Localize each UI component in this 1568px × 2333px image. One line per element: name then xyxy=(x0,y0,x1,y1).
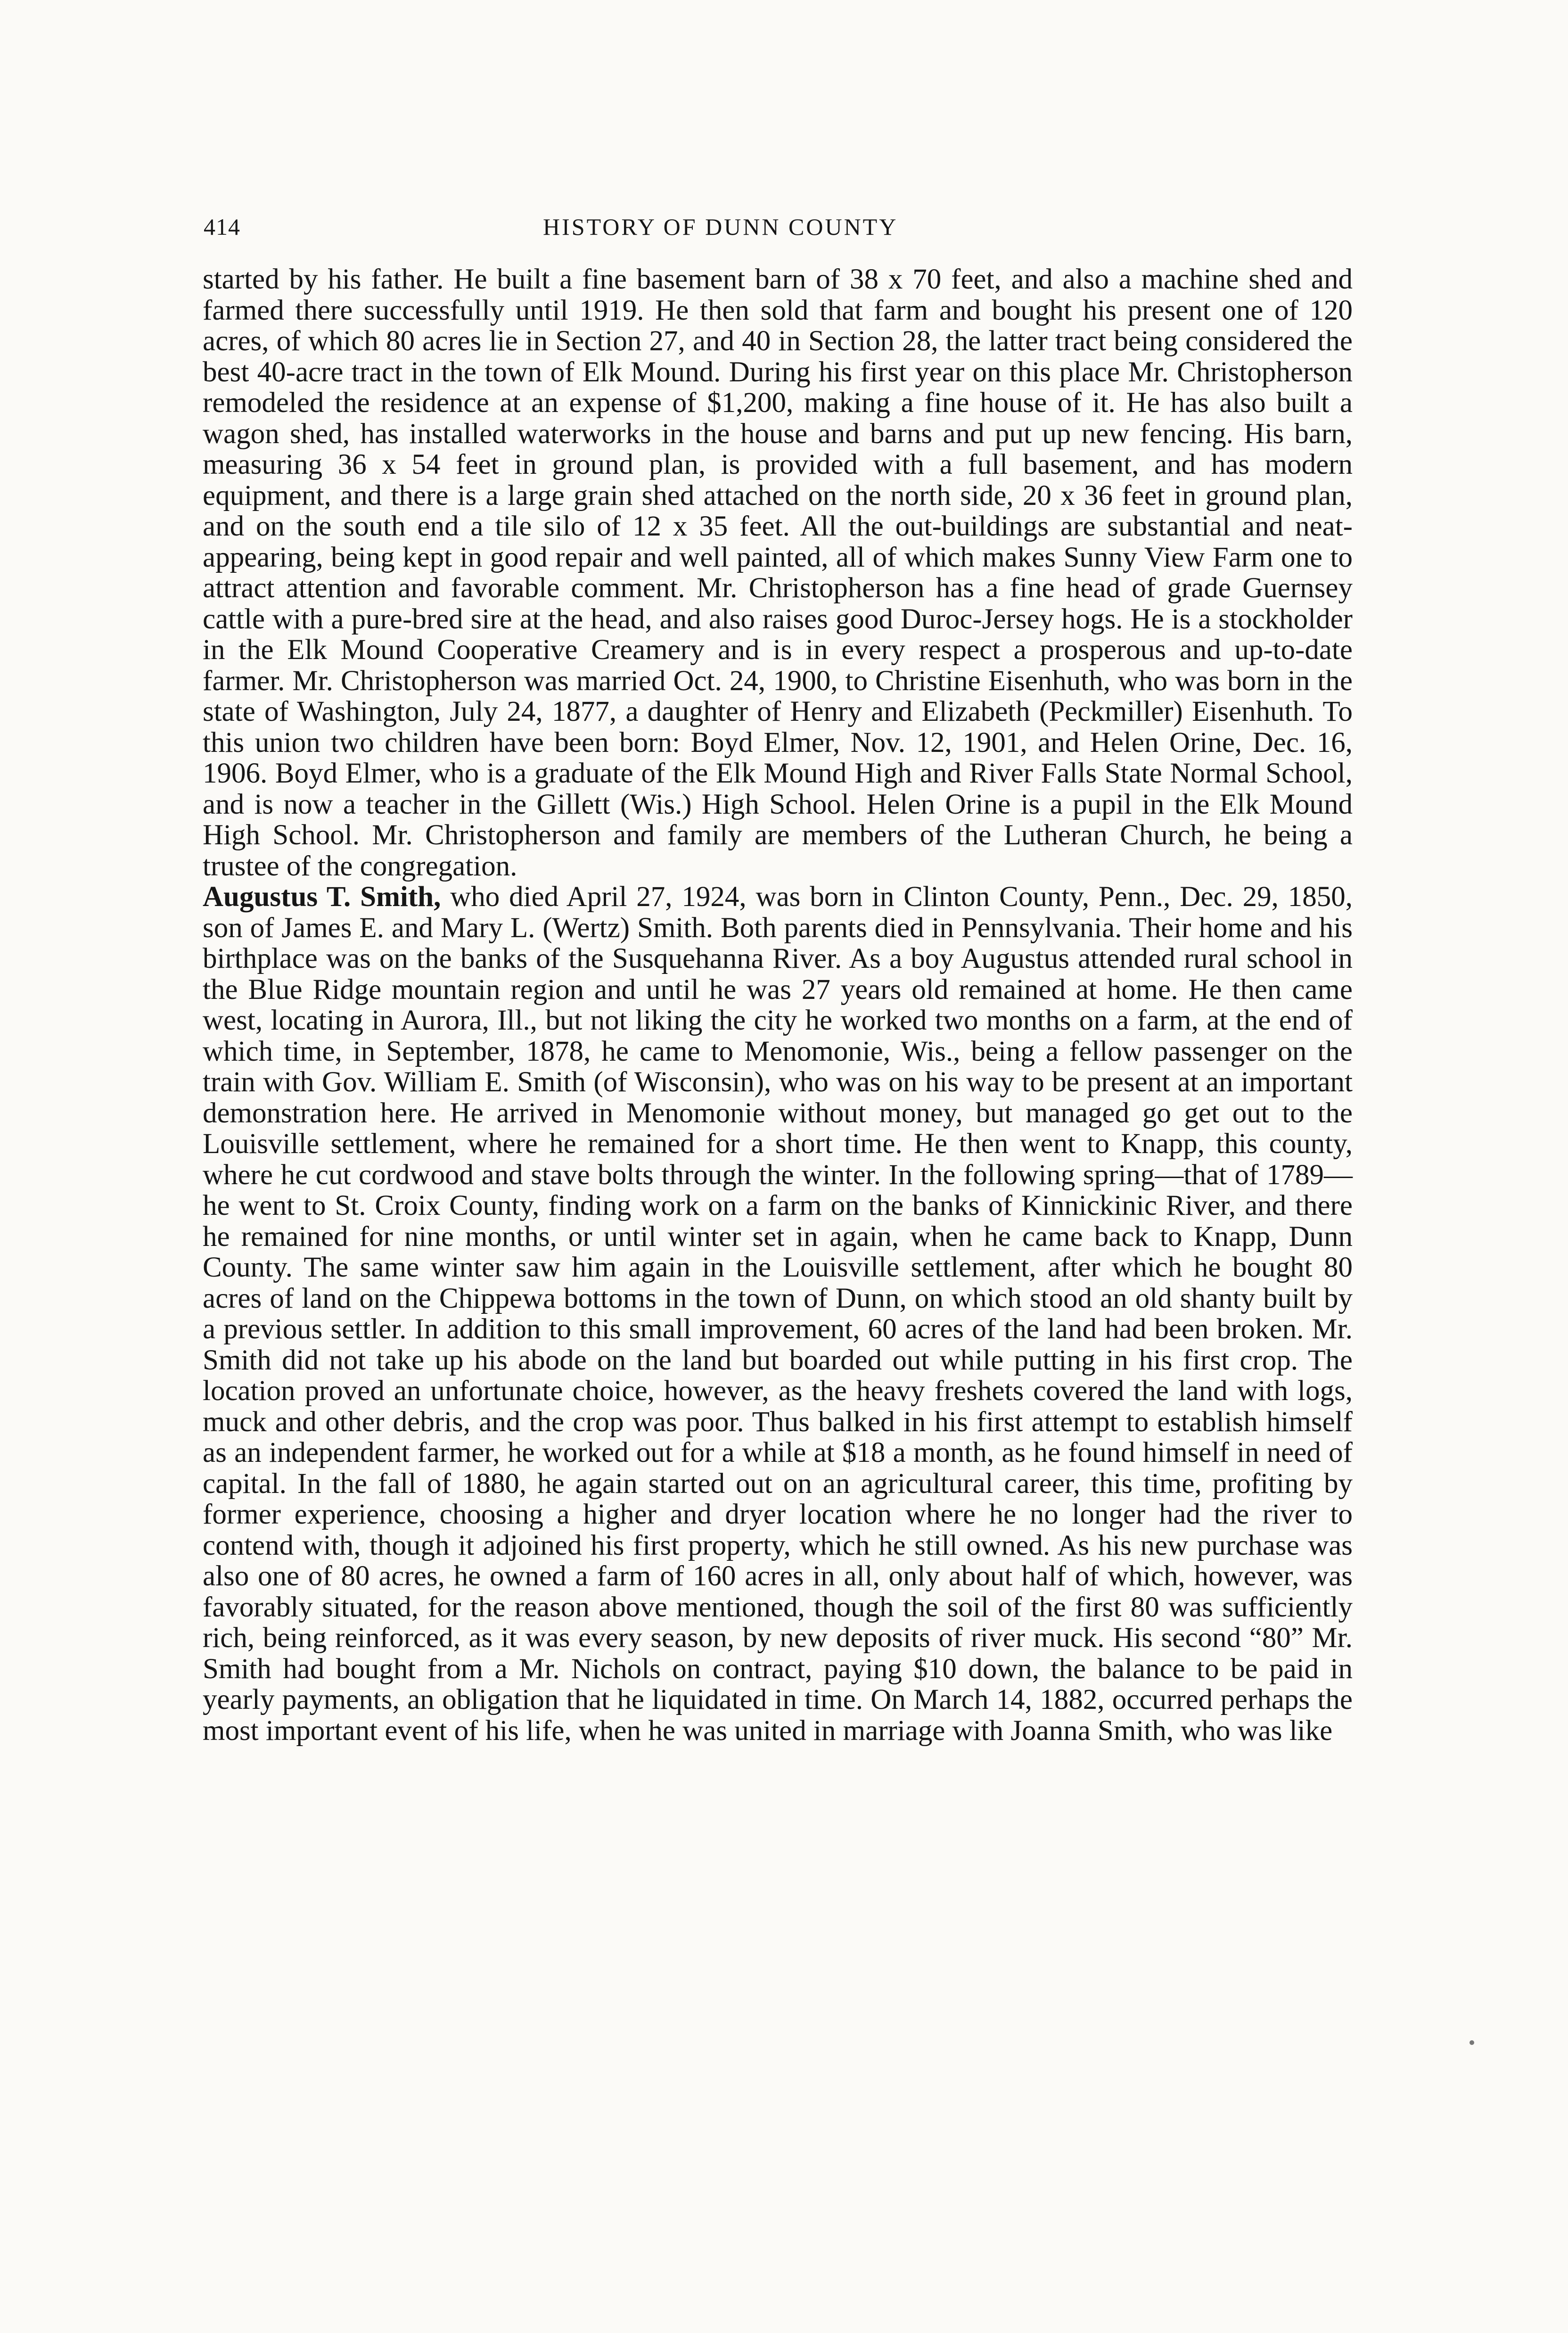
biography-name: Augustus T. Smith, xyxy=(203,881,441,913)
paragraph-christopherson xyxy=(203,264,1353,882)
running-head xyxy=(204,213,1354,251)
running-title: HISTORY OF DUNN COUNTY xyxy=(543,214,898,240)
body-text xyxy=(203,264,1353,1746)
paragraph-text: started by his father. He built a fine basement barn of 38 x 70 feet, and also a machine shed and farmed there successfully until 1919. He then sold that farm and bought his present one of 120 acres, of which 80 acres lie in Section 27, and 40 in Section 28, the latter tract being considered the best 40-acre tract in the town of Elk Mound. During his first year on this place Mr. Christopherson remodeled the residence at an expense of $1,200, making a fine house of it. He has also built a wagon shed, has installed waterworks in the house and barns and put up new fencing. His barn, measuring 36 x 54 feet in ground plan, is provided with a full basement, and has modern equipment, and there is a large grain shed attached on the north side, 20 x 36 feet in ground plan, and on the south end a tile silo of 12 x 35 feet. All the out-buildings are substantial and neat-appearing, being kept in good repair and well painted, all of which makes Sunny View Farm one to attract attention and favorable comment. Mr. Christopherson has a fine head of grade Guernsey cattle with a pure-bred sire at the head, and also raises good Duroc-Jersey hogs. He is a stockholder in the Elk Mound Cooperative Creamery and is in every respect a prosperous and up-to-date farmer. Mr. Christopherson was married Oct. 24, 1900, to Christine Eisenhuth, who was born in the state of Washington, July 24, 1877, a daughter of Henry and Elizabeth (Peckmiller) Eisenhuth. To this union two children have been born: Boyd Elmer, Nov. 12, 1901, and Helen Orine, Dec. 16, 1906. Boyd Elmer, who is a graduate of the Elk Mound High and River Falls State Normal School, and is now a teacher in the Gillett (Wis.) High School. Helen Orine is a pupil in the Elk Mound High School. Mr. Christopherson and family are members of the Lutheran Church, he being a trustee of the congregation. xyxy=(203,264,1353,882)
paragraph-text: who died April 27, 1924, was born in Clinton County, Penn., Dec. 29, 1850, son of James E. and Mary L. (Wertz) Smith. Both parents died in Pennsylvania. Their home and his birthplace was on the banks of the Susquehanna River. As a boy Augustus attended rural school in the Blue Ridge mountain region and until he was 27 years old remained at home. He then came west, locating in Aurora, Ill., but not liking the city he worked two months on a farm, at the end of which time, in September, 1878, he came to Menomonie, Wis., being a fellow passenger on the train with Gov. William E. Smith (of Wisconsin), who was on his way to be present at an important demonstration here. He arrived in Menomonie without money, but managed go get out to the Louisville settlement, where he remained for a short time. He then went to Knapp, this county, where he cut cordwood and stave bolts through the winter. In the following spring—that of 1789—he went to St. Croix County, finding work on a farm on the banks of Kinnickinic River, and there he remained for nine months, or until winter set in again, when he came back to Knapp, Dunn County. The same winter saw him again in the Louisville settlement, after which he bought 80 acres of land on the Chippewa bottoms in the town of Dunn, on which stood an old shanty built by a previous settler. In addition to this small improvement, 60 acres of the land had been broken. Mr. Smith did not take up his abode on the land but boarded out while putting in his first crop. The location proved an unfortunate choice, however, as the heavy freshets covered the land with logs, muck and other debris, and the crop was poor. Thus balked in his first attempt to establish himself as an independent farmer, he worked out for a while at $18 a month, as he found himself in need of capital. In the fall of 1880, he again started out on an agricultural career, this time, profiting by former experience, choosing a higher and dryer location where he no longer had the river to contend with, though it adjoined his first property, which he still owned. As his new purchase was also one of 80 acres, he owned a farm of 160 acres in all, only about half of which, however, was favorably situated, for the reason above mentioned, though the soil of the first 80 was sufficiently rich, being reinforced, as it was every season, by new deposits of river muck. His second “80” Mr. Smith had bought from a Mr. Nichols on contract, paying $10 down, the balance to be paid in yearly payments, an obligation that he liquidated in time. On March 14, 1882, occurred perhaps the most important event of his life, when he was united in marriage with Joanna Smith, who was like xyxy=(203,881,1353,1747)
page-number: 414 xyxy=(204,214,240,240)
ink-speck xyxy=(1469,2040,1474,2045)
paragraph-augustus-smith xyxy=(203,882,1353,1746)
